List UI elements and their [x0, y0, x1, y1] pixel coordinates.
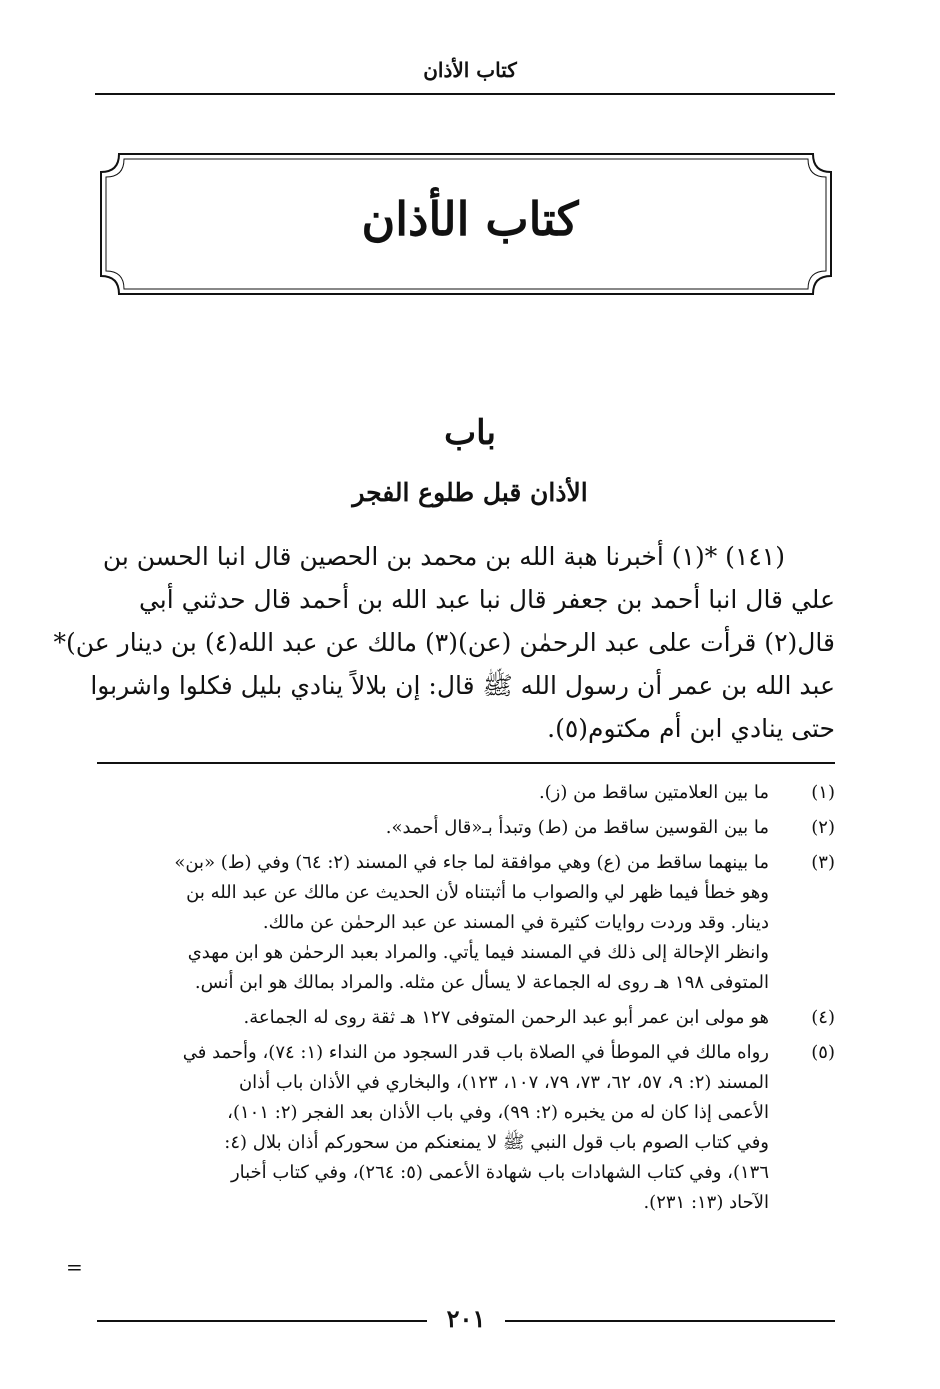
footnote-line: وانظر الإحالة إلى ذلك في المسند فيما يأتي. والمراد بعبد الرحمٰن هو ابن مهدي — [187, 942, 769, 963]
header-rule — [95, 93, 835, 95]
footnote-line: الآحاد (١٣: ٢٣١). — [643, 1192, 769, 1213]
hadith-line: عبد الله بن عمر أن رسول الله ﷺ قال: إن بلالاً ينادي بليل فكلوا واشربوا — [90, 671, 835, 700]
hadith-line: حتى ينادي ابن أم مكتوم(٥). — [547, 714, 835, 743]
footnote-4 — [97, 1003, 835, 1033]
footnote-line: المسند (٢: ٩، ٥٧، ٦٢، ٧٣، ٧٩، ١٠٧، ١٢٣)، والبخاري في الأذان باب أذان — [238, 1072, 769, 1093]
footer-rule-left — [97, 1320, 427, 1322]
footnote-line: وهو خطأ فيما ظهر لي والصواب ما أثبتناه لأن الحديث عن مالك عن عبد الله بن — [186, 882, 769, 903]
footnote-line: دينار. وقد وردت روايات كثيرة في المسند عن عبد الرحمٰن عن مالك. — [262, 912, 769, 933]
footnote-line: ما بين القوسين ساقط من (ط) وتبدأ بـ«قال أحمد». — [385, 817, 769, 838]
hadith-line: (١٤١) *(١) أخبرنا هبة الله بن محمد بن الحصين قال انبا الحسن بن — [102, 542, 785, 571]
footnote-5 — [97, 1038, 835, 1218]
footnote-number: (٥) — [811, 1042, 835, 1063]
running-head: كتاب الأذان — [423, 58, 517, 82]
chapter-title: الأذان قبل طلوع الفجر — [352, 478, 588, 507]
chapter-label: باب — [444, 413, 496, 453]
footnote-line: ما بين العلامتين ساقط من (ز). — [538, 782, 769, 803]
hadith-line: علي قال انبا أحمد بن جعفر قال نبا عبد الله بن أحمد قال حدثني أبي — [138, 585, 835, 614]
footnote-line: المتوفى ١٩٨ هـ روى له الجماعة لا يسأل عن مثله. والمراد بمالك هو ابن أنس. — [194, 972, 769, 993]
footnote-1 — [97, 778, 835, 808]
footnote-3 — [97, 848, 835, 998]
continuation-mark: = — [66, 1255, 83, 1279]
footnote-number: (٤) — [811, 1007, 835, 1028]
footnote-line: وفي كتاب الصوم باب قول النبي ﷺ لا يمنعنكم من سحوركم أذان بلال (٤: — [224, 1132, 769, 1153]
footnote-number: (٣) — [811, 852, 835, 873]
book-title: كتاب الأذان — [361, 192, 579, 246]
footnote-number: (١) — [811, 782, 835, 803]
footnote-line: الأعمى إذا كان له من يخبره (٢: ٩٩)، وفي باب الأذان بعد الفجر (٢: ١٠١)، — [227, 1102, 769, 1123]
footnotes — [97, 778, 835, 1223]
footnote-line: ١٣٦)، وفي كتاب الشهادات باب شهادة الأعمى (٥: ٢٦٤)، وفي كتاب أخبار — [230, 1162, 769, 1183]
hadith-line: قال(٢) قرأت على عبد الرحمٰن (عن)(٣) مالك عن عبد الله(٤) بن دينار عن)* — [53, 628, 835, 657]
footnote-number: (٢) — [811, 817, 835, 838]
footnote-line: رواه مالك في الموطأ في الصلاة باب قدر السجود من النداء (١: ٧٤)، وأحمد في — [182, 1042, 769, 1063]
footnote-rule — [97, 762, 835, 764]
page-number: ٢٠١ — [446, 1304, 486, 1333]
footnote-2 — [97, 813, 835, 843]
footer-rule-right — [505, 1320, 835, 1322]
footnote-line: هو مولى ابن عمر أبو عبد الرحمن المتوفى ١٢٧ هـ ثقة روى له الجماعة. — [243, 1007, 769, 1028]
footnote-line: ما بينهما ساقط من (ع) وهي موافقة لما جاء في المسند (٢: ٦٤) وفي (ط) «بن» — [174, 852, 769, 873]
hadith-text — [53, 535, 835, 750]
